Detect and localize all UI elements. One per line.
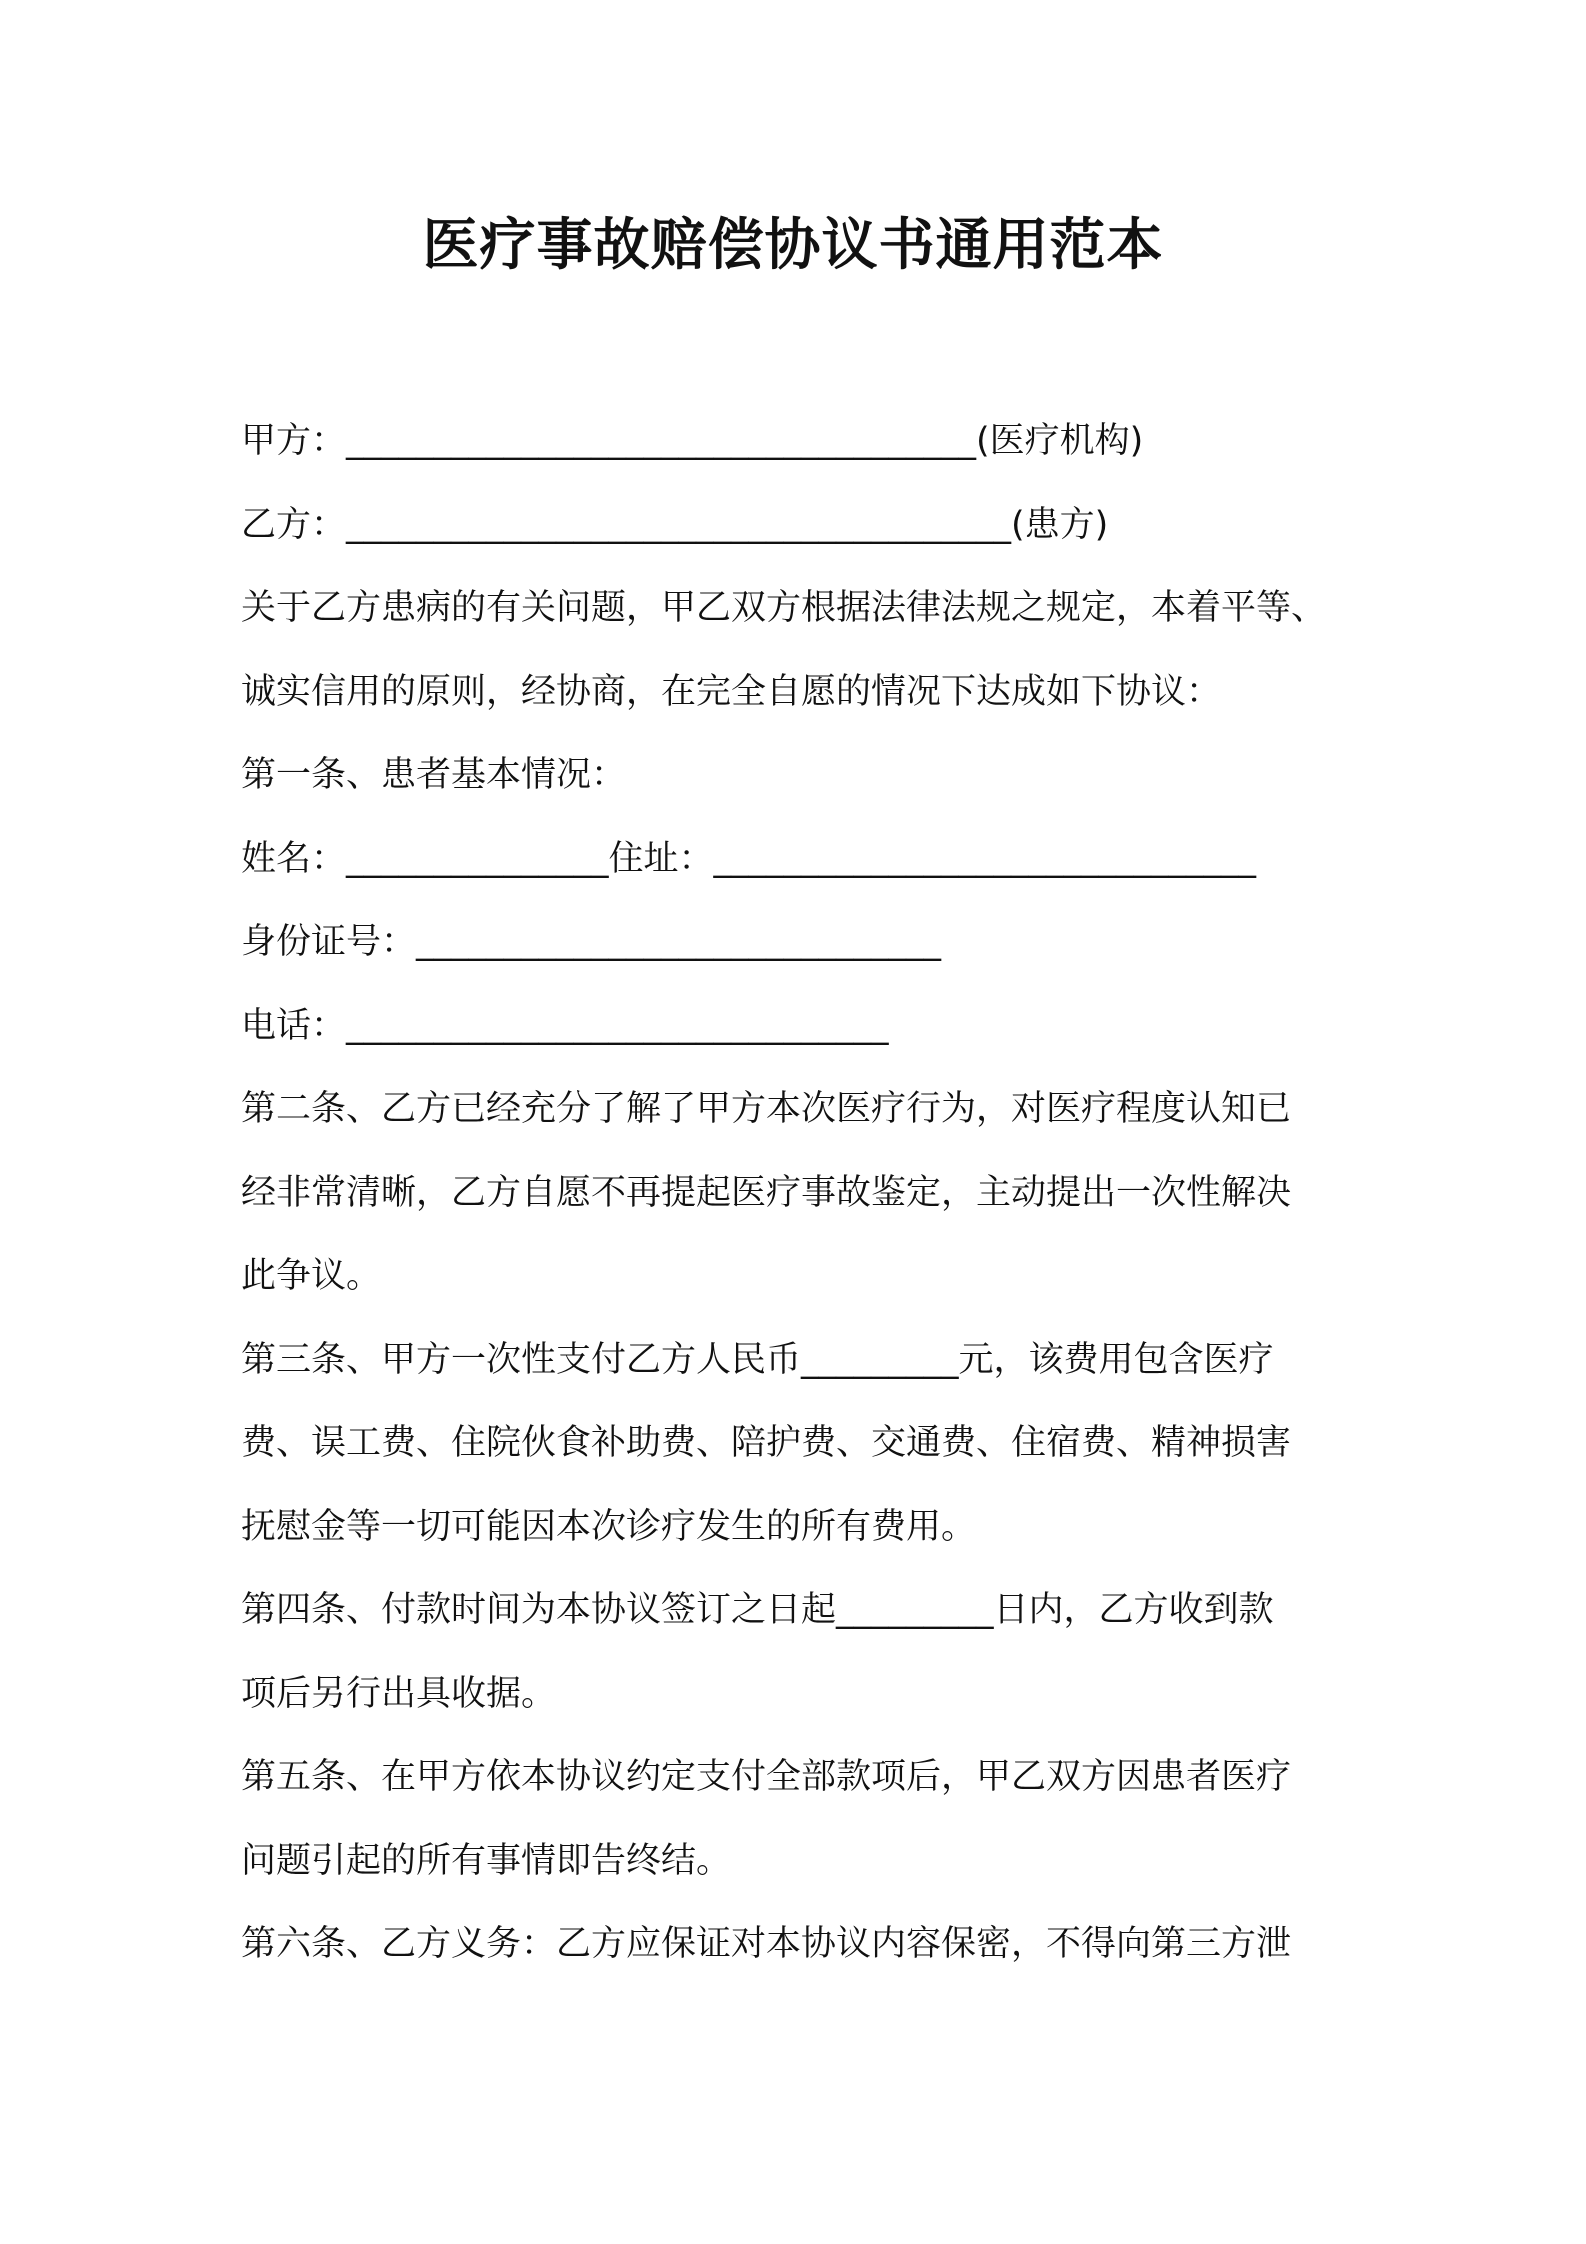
preamble-line-2: 诚实信用的原则，经协商，在完全自愿的情况下达成如下协议：: [241, 671, 1222, 712]
article-1-heading: 第一条、患者基本情况：: [241, 755, 627, 795]
preamble-line-1: 关于乙方患病的有关问题，甲乙双方根据法律法规之规定，本着平等、: [241, 588, 1327, 628]
article-6-line-1: 第六条、乙方义务：乙方应保证对本协议内容保密，不得向第三方泄: [241, 1924, 1292, 1964]
document-title: 医疗事故赔偿协议书通用范本: [422, 213, 1164, 278]
phone-line: 电话：_______________________________: [241, 1005, 889, 1046]
article-3-line-2: 费、误工费、住院伙食补助费、陪护费、交通费、住宿费、精神损害: [241, 1423, 1292, 1463]
article-4-line-1: 第四条、付款时间为本协议签订之日起_________日内，乙方收到款: [241, 1590, 1274, 1630]
article-4-line-2: 项后另行出具收据。: [241, 1673, 557, 1714]
party-a-line: 甲方：____________________________________(医疗机构): [241, 421, 1144, 461]
id-number-line: 身份证号：______________________________: [241, 922, 942, 962]
article-5-line-2: 问题引起的所有事情即告终结。: [241, 1840, 732, 1881]
document-body: [241, 400, 1361, 1987]
article-3-line-1: 第三条、甲方一次性支付乙方人民币_________元，该费用包含医疗: [241, 1339, 1274, 1380]
article-2-line-2: 经非常清晰，乙方自愿不再提起医疗事故鉴定，主动提出一次性解决: [241, 1172, 1292, 1213]
party-b-line: 乙方：______________________________________(患方): [241, 504, 1109, 545]
article-2-line-3: 此争议。: [241, 1256, 382, 1296]
article-5-line-1: 第五条、在甲方依本协议约定支付全部款项后，甲乙双方因患者医疗: [241, 1757, 1292, 1797]
article-3-line-3: 抚慰金等一切可能因本次诊疗发生的所有费用。: [241, 1506, 977, 1547]
name-address-line: 姓名：_______________住址：_______________________________: [241, 838, 1257, 879]
article-2-line-1: 第二条、乙方已经充分了解了甲方本次医疗行为，对医疗程度认知已: [241, 1089, 1292, 1129]
